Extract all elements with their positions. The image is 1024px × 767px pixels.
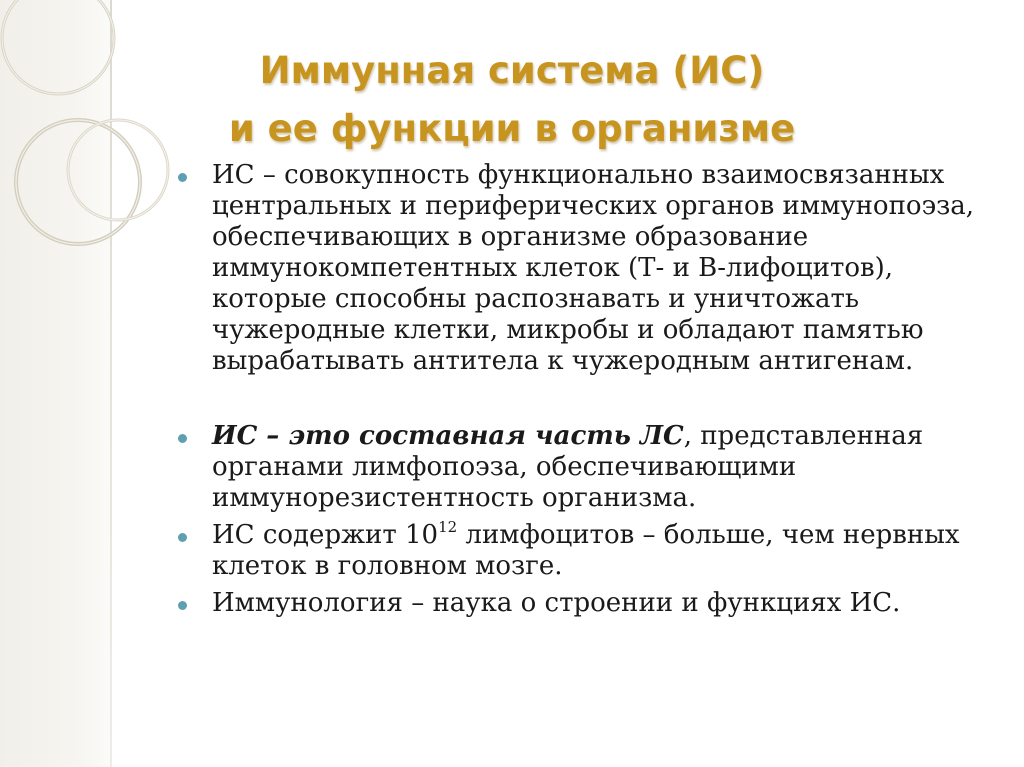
bullet-text: ИС – совокупность функционально взаимосвязанных центральных и периферических органов иммунопоэза, обеспечивающих в организме образование иммунокомпетентных клеток (Т- и В-лифоцитов), которые способны распознавать и уничтожать чужеродные клетки, микробы и обладают памятью вырабатывать антитела к чужеродным антигенам. [212,160,975,376]
bullet-dot-icon [178,533,187,542]
decorative-ring-top [2,0,114,94]
slide-title-line-1: Иммунная система (ИС) [259,49,765,92]
bullet-text: Иммунология – наука о строении и функциях ИС. [212,588,901,618]
bullet-dot-icon [178,601,187,610]
bullet-text-start: ИС содержит 10 [212,520,439,550]
bullet-item-lymphocyte-count [178,520,978,582]
slide-title [150,42,874,158]
bullet-dot-icon [178,434,187,443]
bullet-dot-icon [178,173,187,182]
bullet-item-part-of-ls [178,421,978,514]
bullet-list [178,160,978,619]
slide-title-line-2: и ее функции в организме [228,107,796,150]
bullet-emphasis-text: ИС – это составная часть ЛС [212,421,684,451]
bullet-text-end: лимфоцитов – больше, чем нервных клеток в головном мозге. [212,520,960,581]
bullet-item-definition [178,160,978,377]
bullet-text: , представленная органами лимфопоэза, обеспечивающими иммунорезистентность организма. [212,421,924,513]
bullet-superscript: 12 [438,518,458,536]
bullet-item-immunology [178,588,978,619]
